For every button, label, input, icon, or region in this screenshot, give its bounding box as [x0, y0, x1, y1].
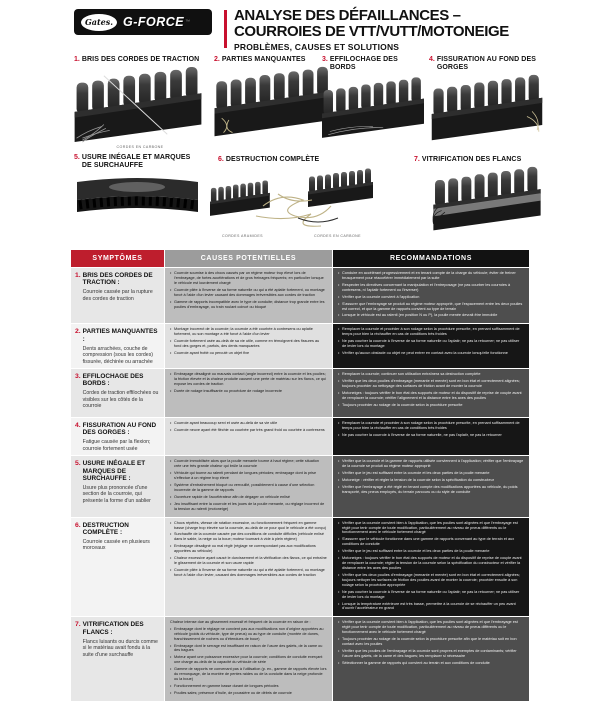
cause-item: • Embrayage dont le réglage ne convient pas aux modifications non d'origine apportées au véhicule (poids du véhicule, type de pneus) ou au type de conduite (montée de dunes, franchissement de rochers ou d'étendues de boue) — [170, 627, 327, 642]
symptom-number: 7. — [75, 621, 81, 629]
symptom-description: Flancs luisants ou durcis comme si le matériau avait fondu à la suite d'une surchauffe — [82, 638, 158, 658]
recommendation-item: • Vérifier que la courroie convient à l'application — [338, 295, 524, 300]
causes-cell — [165, 617, 332, 700]
cause-item: • Courroie pliée à l'inverse de sa forme naturelle ou qui a été aplatie fortement, ou montage forcé à l'aide d'un levier, causant des dommages irréversibles aux cordes de traction — [170, 568, 327, 578]
symptom-cell — [71, 268, 164, 323]
recommendation-item: • Ne pas courber la courroie à l'inverse de sa forme naturelle ou l'aplatir; ne pas la retourner; ne pas utiliser de levier lors du montage — [338, 339, 524, 349]
failure-number: 5. — [74, 154, 80, 161]
failure-label-row — [218, 156, 393, 164]
gforce-logo: G-FORCE — [123, 15, 185, 29]
table-header-recommendations: RECOMMANDATIONS — [333, 250, 529, 267]
table-row — [71, 617, 529, 700]
recommendation-item: • Sélectionner la gamme de rapports qui convient au terrain et aux conditions de conduite — [338, 661, 524, 666]
symptom-description: Fatigue causée par la flexion; courroie fortement usée — [82, 439, 151, 452]
table-header-row — [71, 250, 529, 267]
table-header-symptoms: SYMPTÔMES — [71, 250, 164, 267]
causes-cell — [165, 456, 332, 516]
brand-logo-block — [74, 9, 212, 35]
failure-number: 1. — [74, 56, 80, 63]
failure-label-row — [414, 156, 546, 164]
symptom-number: 2. — [75, 328, 81, 336]
symptom-description: Cordes de traction effilochées ou visibles sur les côtés de la courroie — [82, 390, 159, 410]
recommendation-item: • Ne pas courber la courroie à l'inverse de sa forme naturelle, ne pas l'aplatir, ne pas la retourner — [338, 433, 524, 438]
recommendation-item: • Vérifier que les deux poulies d'embrayage (menante et menée) sont en bon état et correctement alignées; toujours procéder au nettoyage des surfaces de friction avant de monter la courroie — [338, 379, 524, 389]
recs-cell — [333, 268, 529, 323]
cause-item: • Poulies sales; présence d'huile, de poussière ou de débris de courroie — [170, 691, 327, 696]
symptom-description: Usure plus prononcée d'une section de la courroie, qui présente la forme d'un sablier — [82, 484, 151, 504]
symptom-cell — [71, 418, 164, 455]
failure-item-2 — [214, 56, 332, 138]
cause-item: • Ouverture rapide de l'accélérateur afin de dégager un véhicule enlisé — [170, 495, 327, 500]
failure-label-row — [214, 56, 332, 64]
symptom-title: EFFILOCHAGE DES BORDS : — [82, 373, 144, 388]
failure-label-row — [429, 56, 541, 72]
belt-image-missing-parts — [214, 66, 332, 138]
cause-item: • Courroie soumise à des chocs causés par un régime moteur trop élevé lors de l'embrayage, de fortes accélérations et de gros freinages fréquents; en particulier lorsque le véhicule est lourdement chargé — [170, 271, 327, 286]
recommendation-item: • Vérifier que les deux poulies d'embrayage (menante et menée) sont en bon état et correctement alignées; toujours nettoyer les surfaces de friction des poulies avant de monter la courroie; procéder ensuite à son rodage selon la procédure appropriée — [338, 573, 524, 588]
recommendation-item: • Toujours procéder au rodage de la courroie selon la procédure prescrite — [338, 403, 524, 408]
failure-item-3 — [322, 56, 424, 142]
failure-item-6 — [208, 156, 393, 238]
belt-image-frayed-edges — [322, 74, 424, 142]
cause-item: • Chaleur excessive ayant causé le durcissement et la vitrification des flancs, ce qui entraîne le glissement de la courroie et son usure rapide — [170, 556, 327, 566]
failure-label: EFFILOCHAGE DES BORDS — [329, 56, 398, 72]
cause-item: • Jeu insuffisant entre la courroie et les joues de la poulie menante, ou réglage incorrect de la tension au ralenti (motoneige) — [170, 502, 327, 512]
symptom-number: 5. — [75, 460, 81, 468]
table-row — [71, 456, 529, 516]
recommendation-item: • Vérifier que les poulies de l'embrayage et la courroie sont propres et exemptes de contaminants; vérifier l'usure des galets, de la came et des bagues; les remplacer si nécessaire — [338, 649, 524, 659]
symptom-number: 3. — [75, 373, 81, 381]
causes-cell — [165, 418, 332, 455]
table-row — [71, 369, 529, 417]
failure-label: PARTIES MANQUANTES — [221, 56, 306, 63]
symptom-title: PARTIES MANQUANTES : — [82, 328, 158, 343]
recommendation-item: • Vérifier que le jeu est suffisant entre la courroie et les deux parties de la poulie menante — [338, 549, 524, 554]
failure-label-row — [74, 154, 202, 170]
recommendation-item: • Motoneiges : toujours vérifier le bon état des supports de moteur et du dispositif de reprise de couple avant de remplacer la courroie; régler la tension de la courroie selon la spécification du constructeur et vérifier la distance entre les axes des poulies — [338, 556, 524, 571]
header-divider — [224, 10, 227, 48]
causes-cell — [165, 268, 332, 323]
page-title-line1: ANALYSE DES DÉFAILLANCES – — [234, 7, 461, 24]
cause-item: • Moteur ayant une puissance excessive pour la courroie; conditions de conduite exerçant une charge au-delà de la capacité du véhicule de série — [170, 655, 327, 665]
cause-item: • Courroie neuve ayant été fléchie ou courbée par très grand froid ou courbée à contresens — [170, 428, 327, 433]
header-title-block — [234, 8, 594, 52]
recommendation-item: • Respecter les directives concernant la manipulation et l'entreposage (ne pas courber les courroies à contresens, ni l'aplatir fortement ou l'inverser) — [338, 283, 524, 293]
failure-item-5 — [74, 154, 204, 216]
symptom-number: 4. — [75, 422, 81, 430]
failure-label: USURE INÉGALE ET MARQUES DE SURCHAUFFE — [81, 154, 191, 170]
symptom-title: FISSURATION AU FOND DES GORGES : — [82, 422, 157, 437]
cause-item: • Durée de rodage insuffisante ou procédure de rodage incorrecte — [170, 389, 327, 394]
failure-number: 4. — [429, 56, 435, 63]
symptom-description: Dents arrachées, couche de compression (sous les cordes) fissurée, déchirée ou arrachée — [82, 345, 154, 365]
symptom-cell — [71, 456, 164, 516]
recommendation-item: • Conduire en accélérant progressivement et en tenant compte de la charge du véhicule; éviter de freiner brusquement pour réaccélérer immédiatement par la suite — [338, 271, 524, 281]
recommendation-item: • S'assurer que le véhicule fonctionne dans une gamme de rapports convenant au type de terrain et aux conditions de conduite — [338, 537, 524, 547]
belt-image-uneven-wear — [74, 174, 201, 216]
failure-number: 7. — [414, 156, 420, 163]
table-header-causes: CAUSES POTENTIELLES — [165, 250, 332, 267]
failure-label-row — [322, 56, 417, 72]
page-title-line2: COURROIES DE VTT/VUTT/MOTONEIGE — [234, 23, 509, 41]
symptom-cell — [71, 518, 164, 617]
belt-image-glazed-sidewalls — [428, 166, 546, 232]
recommendation-item: • Vérifier que le jeu est suffisant entre la courroie et les deux parties de la poulie menante — [338, 471, 524, 476]
recommendation-item: • Vérifier que la courroie convient bien à l'application, que les poulies sont alignées et que l'embrayage est réglé pour tenir compte de toute modification, particulièrement au niveau de pneus différents ou le fonctionnement avec le véhicule fortement chargé — [338, 620, 524, 635]
belt-image-complete-destruction — [208, 166, 393, 228]
failure-number: 2. — [214, 56, 220, 63]
cause-item: • Système d'entraînement bloqué ou verrouillé, possiblement à cause d'une sélection incorrecte de la gamme de rapports — [170, 483, 327, 493]
recommendation-item: • Lorsque le véhicule est au ralenti (en position N ou P), la poulie menée devrait être immobile — [338, 313, 524, 318]
failure-table — [71, 250, 529, 702]
symptom-title: VITRIFICATION DES FLANCS : — [82, 621, 144, 636]
table-row — [71, 268, 529, 323]
failure-number: 3. — [322, 56, 328, 63]
cause-item: • Embrayage désaligné ou mauvais contact (angle incorrect) entre la courroie et les poulies; la friction élevée et la chaleur produite causent une perte de matériau sur les flancs, ce qui expose les cordes de traction — [170, 372, 327, 387]
table-row — [71, 418, 529, 455]
cause-item: • Véhicule qui tourne au ralenti pendant de longues périodes; embrayage dont la prise s'effectue à un régime trop élevé — [170, 471, 327, 481]
recs-cell — [333, 518, 529, 617]
symptom-number: 1. — [75, 272, 81, 279]
symptom-description: Courroie cassée en plusieurs morceaux — [82, 538, 150, 552]
symptom-number: 6. — [75, 521, 81, 529]
table-row — [71, 518, 529, 617]
page-subtitle: PROBLÈMES, CAUSES ET SOLUTIONS — [234, 42, 400, 53]
recommendation-item: • Vérifier que l'embrayage a été réglé en tenant compte des modifications apportées au véhicule, du poids transporté, des pneus employés, du terrain parcouru ou du style de conduite — [338, 485, 524, 495]
failure-item-7 — [414, 156, 546, 232]
cause-item: • Courroie immobilisée alors que la poulie menante tourne à haut régime; cette situation crée une très grande chaleur qui brûle la courroie — [170, 459, 327, 469]
cause-item: • Embrayage désaligné ou mal réglé (réglage ne correspondant pas aux modifications apportées au véhicule) — [170, 544, 327, 554]
failure-item-1 — [74, 56, 206, 149]
belt-caption: CORDES EN CARBONE — [116, 145, 164, 150]
recs-cell — [333, 617, 529, 700]
cause-item: • Courroie ayant beaucoup servi et usée au-delà de sa vie utile — [170, 421, 327, 426]
recommendation-item: • Toujours procéder au rodage de la courroie selon la procédure prescrite afin que le matériau soit en bon contact avec les poulies — [338, 637, 524, 647]
gates-logo: Gates. — [80, 13, 118, 32]
failure-item-4 — [429, 56, 546, 142]
cause-item: • Courroie ayant frotté ou percuté un objet fixe — [170, 351, 327, 356]
trademark-symbol: ™ — [185, 19, 191, 25]
causes-intro: Chaleur intense due au glissement excessif et fréquent de la courroie en raison de : — [170, 620, 311, 625]
cause-item: • Chocs répétés, vitesse de rotation excessive, ou fonctionnement fréquent en gamme basse (charge trop élevée sur la courroie, au-delà de ce pour quoi le véhicule a été conçu) — [170, 521, 327, 531]
symptom-title: BRIS DES CORDES DE TRACTION : — [82, 272, 153, 287]
cause-item: • Embrayage dont le serrage est insuffisant en raison de l'usure des galets, de la came ou des bagues — [170, 644, 327, 654]
table-row — [71, 324, 529, 368]
recommendation-item: • Motoneige : vérifier et régler la tension de la courroie selon la spécification du constructeur — [338, 478, 524, 483]
recommendation-item: • Vérifier que la courroie et la gamme de rapports utilisée conviennent à l'application; vérifier que l'embrayage de la courroie se produit au régime moteur approprié — [338, 459, 524, 469]
belt-caption-left: CORDES ARAMIDES — [222, 234, 263, 238]
causes-cell — [165, 518, 332, 617]
recommendation-item: • Remplacer la courroie; continuer son utilisation entraînera sa destruction complète — [338, 372, 524, 377]
recs-cell — [333, 324, 529, 368]
symptom-description: Courroie cassée par la rupture des cordes de traction — [82, 289, 153, 302]
cause-item: • Fonctionnement en gamme basse durant de longues périodes — [170, 684, 327, 689]
recommendation-item: • Vérifier que la courroie convient bien à l'application, que les poulies sont alignées et que l'embrayage est réglé pour tenir compte de toute modification, particulièrement au niveau de pneus différents ou le fonctionnement avec le véhicule fortement chargé — [338, 521, 524, 536]
recommendation-item: • Lorsque la température extérieure est très basse, permettre à la courroie de se réchauffer un peu avant d'ouvrir l'accélérateur en grand — [338, 602, 524, 612]
belt-image-broken-tensile-cords — [74, 66, 202, 144]
cause-item: • Surchauffe de la courroie causée par des conditions de conduite difficiles (véhicule enlisé dans le sable, la neige ou la boue; moteur tournant à vide à plein régime) — [170, 532, 327, 542]
symptom-title: USURE INÉGALE ET MARQUES DE SURCHAUFFE : — [82, 460, 146, 483]
recommendation-item: • Vérifier qu'aucun obstacle ou objet ne peut entrer en contact avec la courroie lorsqu'elle fonctionne — [338, 351, 524, 356]
recommendation-item: • Ne pas courber la courroie à l'inverse de sa forme naturelle ou l'aplatir; ne pas la retourner; ne pas utiliser de levier lors du montage — [338, 590, 524, 600]
cause-item: • Montage incorrect de la courroie; la courroie a été courbée à contresens ou aplatie fortement, ou son montage a été forcé à l'aide d'un levier — [170, 327, 327, 337]
recs-cell — [333, 456, 529, 516]
causes-cell — [165, 369, 332, 417]
cause-item: • Courroie fortement usée au-delà de sa vie utile, comme en témoignent des fissures au fond des gorges et, parfois, des dents manquantes — [170, 339, 327, 349]
recs-cell — [333, 369, 529, 417]
symptom-cell — [71, 369, 164, 417]
recommendation-item: • Motoneiges : toujours vérifier le bon état des supports de moteur et du dispositif de reprise de couple avant de remplacer la courroie; vérifier l'alignement et la distance entre les axes des poulies — [338, 391, 524, 401]
cause-item: • Courroie pliée à l'inverse de sa forme naturelle ou qui a été aplatie fortement, ou montage forcé à l'aide d'un levier causant des dommages irréversibles aux cordes de traction — [170, 288, 327, 298]
symptom-cell — [71, 324, 164, 368]
recommendation-item: • Remplacer la courroie et procéder à son rodage selon la procédure prescrite, en prenant suffisamment de temps pour bien la réchauffer en cas de conditions très froides — [338, 421, 524, 431]
belt-caption-right: CORDES EN CARBONE — [314, 234, 361, 238]
failure-number: 6. — [218, 156, 224, 163]
belt-image-cracked-grooves — [429, 74, 545, 142]
recommendation-item: • Remplacer la courroie et procéder à son rodage selon la procédure prescrite, en prenant suffisamment de temps pour bien la réchauffer en cas de conditions très froides — [338, 327, 524, 337]
failure-label: VITRIFICATION DES FLANCS — [421, 156, 522, 163]
failure-label: DESTRUCTION COMPLÈTE — [225, 156, 320, 163]
recommendation-item: • S'assurer que l'embrayage se produit au régime moteur approprié, que l'espacement entre les deux poulies est correct, et que la gamme de rapports convient au type de terrain — [338, 302, 524, 312]
failure-label-row — [74, 56, 206, 64]
cause-item: • Gamme de rapports ne convenant pas à l'utilisation (p. ex., gamme de rapports élevée lors du remorquage, de la montée de pentes raides ou de la conduite dans la neige profonde ou la boue) — [170, 667, 327, 682]
causes-cell — [165, 324, 332, 368]
symptom-cell — [71, 617, 164, 700]
failure-label: FISSURATION AU FOND DES GORGES — [436, 56, 536, 72]
cause-item: • Gamme de rapports incompatible avec le type de conduite; distance trop grande entre les poulies d'embrayage, ou train roulant coincé ou bloqué — [170, 300, 327, 310]
failure-label: BRIS DES CORDES DE TRACTION — [81, 56, 200, 63]
recs-cell — [333, 418, 529, 455]
symptom-title: DESTRUCTION COMPLÈTE : — [82, 521, 129, 536]
